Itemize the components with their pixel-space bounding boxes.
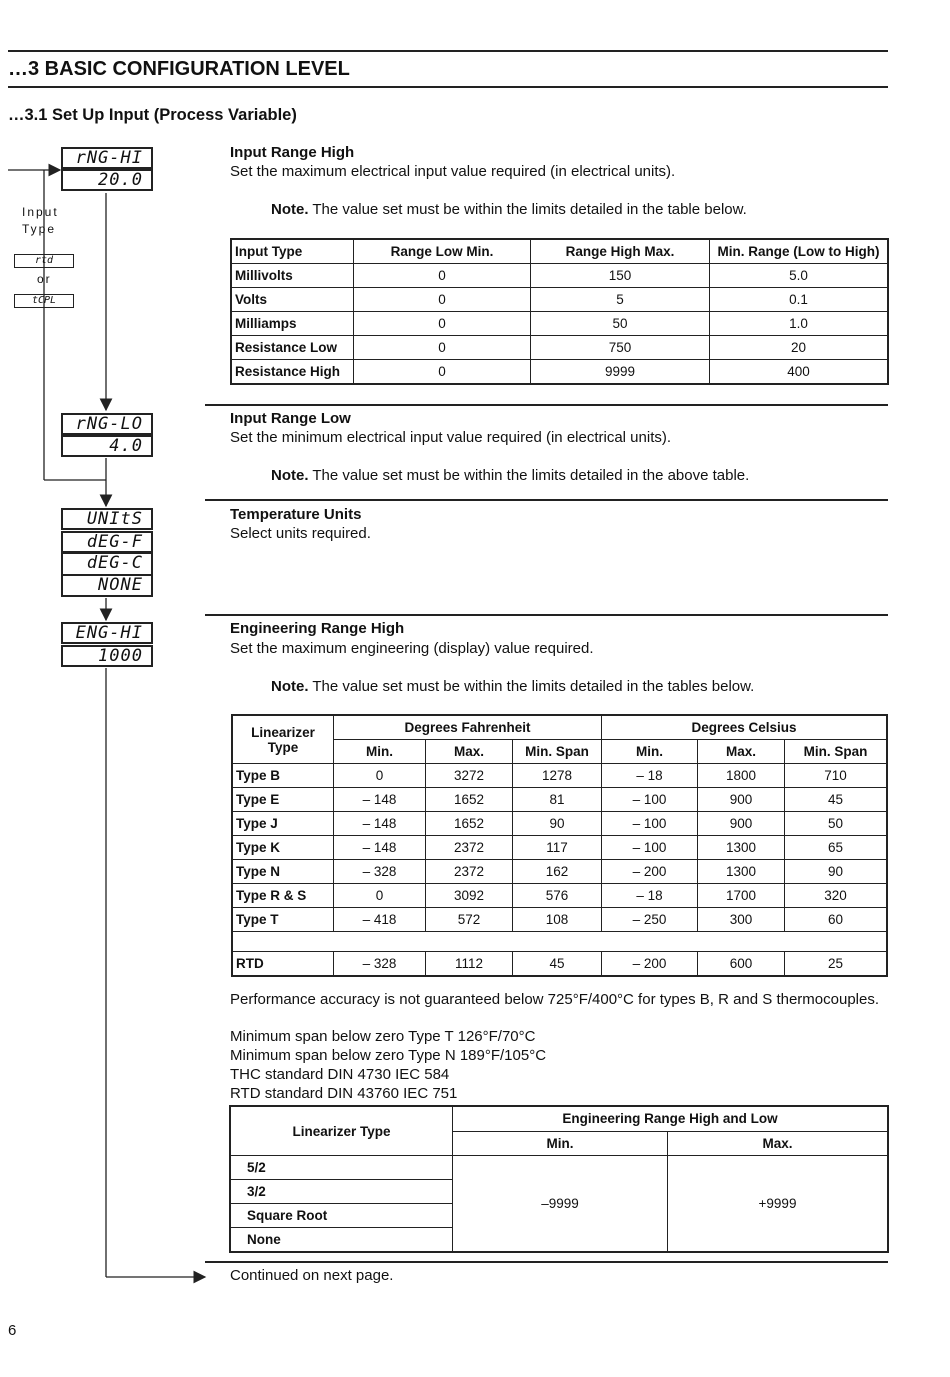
row-label: Type E [232, 788, 334, 812]
option-or: or [37, 272, 52, 286]
table-cell: 90 [785, 860, 888, 884]
table-row: Volts 0 5 0.1 [231, 288, 888, 312]
table-row: Resistance Low 0 750 20 [231, 336, 888, 360]
table-cell: 65 [785, 836, 888, 860]
rtd-standard-note: RTD standard DIN 43760 IEC 751 [230, 1085, 458, 1102]
table-cell: 108 [513, 908, 602, 932]
page-number: 6 [8, 1322, 17, 1339]
input-range-low-note: Note. The value set must be within the limits detailed in the above table. [271, 467, 750, 484]
lcd-units-code: UNItS [61, 508, 153, 530]
table-row [232, 860, 887, 884]
table-cell: – 148 [334, 788, 426, 812]
row-label: Type T [232, 908, 334, 932]
table-row: 3/2 [230, 1180, 888, 1204]
table-cell: 710 [785, 764, 888, 788]
lcd-units-none: NONE [61, 575, 153, 597]
table-row: Resistance High 0 9999 400 [231, 360, 888, 385]
table-cell: 572 [426, 908, 513, 932]
table-row: Millivolts 0 150 5.0 [231, 264, 888, 288]
lcd-rng-hi-value: 20.0 [61, 169, 153, 191]
row-label: Type R & S [232, 884, 334, 908]
table-cell: – 418 [334, 908, 426, 932]
span-note-type-n: Minimum span below zero Type N 189°F/105°C [230, 1047, 547, 1064]
table-cell: 1652 [426, 788, 513, 812]
table-cell: 300 [698, 908, 785, 932]
table-row [232, 908, 887, 932]
table-cell: – 200 [602, 860, 698, 884]
table-row [232, 812, 887, 836]
eng-range-high-note: Note. The value set must be within the limits detailed in the tables below. [271, 678, 755, 695]
section-title: …3 BASIC CONFIGURATION LEVEL [8, 58, 350, 80]
continued-note: Continued on next page. [230, 1267, 394, 1284]
divider [205, 1261, 888, 1263]
span-note-type-t: Minimum span below zero Type T 126°F/70°C [230, 1028, 536, 1045]
table-cell: 900 [698, 788, 785, 812]
table-cell: – 100 [602, 812, 698, 836]
temperature-units-desc: Select units required. [230, 525, 371, 542]
table-row: RTD – 328 1112 45 – 200 600 25 [232, 952, 887, 977]
row-label: Type N [232, 860, 334, 884]
table-header-row: Min. Max. Min. Span Min. Max. Min. Span [232, 740, 887, 764]
temperature-units-title: Temperature Units [230, 506, 362, 523]
table-row [232, 788, 887, 812]
lcd-eng-hi-value: 1000 [61, 645, 153, 667]
performance-note: Performance accuracy is not guaranteed below 725°F/400°C for types B, R and S thermocouples. [230, 991, 880, 1008]
table-row: 5/2 –9999 +9999 [230, 1156, 888, 1180]
divider [205, 404, 888, 406]
table-cell: 1300 [698, 836, 785, 860]
table-cell: 900 [698, 812, 785, 836]
lcd-rng-lo-code: rNG-LO [61, 413, 153, 435]
table-cell: 1300 [698, 860, 785, 884]
table-cell: 117 [513, 836, 602, 860]
table-cell: 2372 [426, 836, 513, 860]
option-tcpl: tCPL [14, 294, 74, 308]
divider [205, 614, 888, 616]
input-type-label-1: Input [22, 205, 59, 219]
input-type-label-2: Type [22, 222, 57, 236]
table-cell: 45 [785, 788, 888, 812]
eng-range-high-desc: Set the maximum engineering (display) value required. [230, 640, 594, 657]
table-cell: 1278 [513, 764, 602, 788]
table-cell: – 148 [334, 812, 426, 836]
table-cell: 576 [513, 884, 602, 908]
eng-range-high-title: Engineering Range High [230, 620, 405, 637]
table-cell: 1800 [698, 764, 785, 788]
input-range-high-desc: Set the maximum electrical input value required (in electrical units). [230, 163, 676, 180]
subsection-title: …3.1 Set Up Input (Process Variable) [8, 106, 297, 124]
table-row: None [230, 1228, 888, 1253]
table-cell: 162 [513, 860, 602, 884]
engineering-range-table [229, 1105, 889, 1253]
table-row: Square Root [230, 1204, 888, 1228]
row-label: Type J [232, 812, 334, 836]
table-cell: 60 [785, 908, 888, 932]
table-row [232, 884, 887, 908]
table-cell: 3092 [426, 884, 513, 908]
table-cell: – 100 [602, 788, 698, 812]
table-row [232, 836, 887, 860]
table-cell: 0 [334, 884, 426, 908]
table-header-row: Min. Max. [230, 1131, 888, 1156]
table-row [232, 764, 887, 788]
lcd-rng-hi-code: rNG-HI [61, 147, 153, 169]
table-cell: 81 [513, 788, 602, 812]
table-cell: 50 [785, 812, 888, 836]
table-cell: 320 [785, 884, 888, 908]
table-cell: – 18 [602, 884, 698, 908]
lcd-units-f: dEG-F [61, 531, 153, 553]
input-range-low-title: Input Range Low [230, 410, 351, 427]
table-cell: 3272 [426, 764, 513, 788]
row-label: Type K [232, 836, 334, 860]
lcd-units-c: dEG-C [61, 553, 153, 575]
lcd-rng-lo-value: 4.0 [61, 435, 153, 457]
table-cell: 0 [334, 764, 426, 788]
linearizer-table [231, 714, 888, 977]
table-cell: – 100 [602, 836, 698, 860]
table-cell: – 148 [334, 836, 426, 860]
table-header-row: Linearizer Type Degrees Fahrenheit Degrees Celsius [232, 715, 887, 740]
table-cell: – 328 [334, 860, 426, 884]
table-cell: 2372 [426, 860, 513, 884]
row-label: Type B [232, 764, 334, 788]
input-range-high-note: Note. The value set must be within the limits detailed in the table below. [271, 201, 747, 218]
table-cell: 90 [513, 812, 602, 836]
input-range-high-title: Input Range High [230, 144, 355, 161]
table-header-row: Linearizer Type Engineering Range High and Low [230, 1106, 888, 1131]
table-cell: 1700 [698, 884, 785, 908]
table-row-spacer [232, 932, 887, 952]
table-row: Milliamps 0 50 1.0 [231, 312, 888, 336]
thc-standard-note: THC standard DIN 4730 IEC 584 [230, 1066, 450, 1083]
divider [205, 499, 888, 501]
option-rtd: rtd [14, 254, 74, 268]
table-cell: – 250 [602, 908, 698, 932]
input-range-low-desc: Set the minimum electrical input value required (in electrical units). [230, 429, 672, 446]
table-cell: 1652 [426, 812, 513, 836]
table-cell: – 18 [602, 764, 698, 788]
input-range-table [230, 238, 889, 385]
lcd-eng-hi-code: ENG-HI [61, 622, 153, 644]
table-header-row: Input Type Range Low Min. Range High Max. Min. Range (Low to High) [231, 239, 888, 264]
